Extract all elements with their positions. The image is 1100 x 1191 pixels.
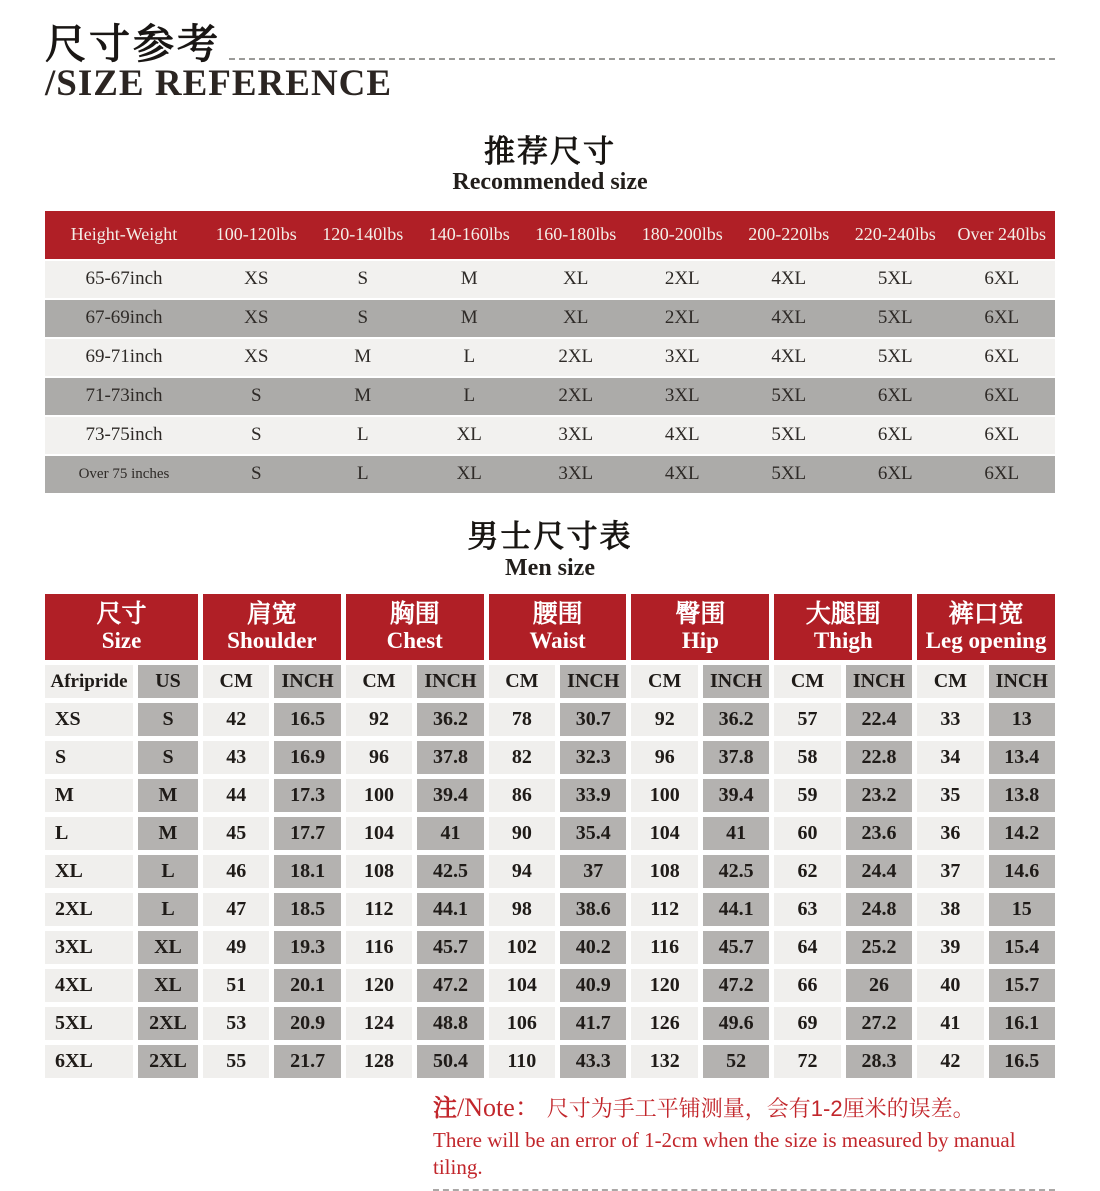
men-size-label: 2XL <box>45 893 133 926</box>
men-measure-cell: 23.2 <box>846 779 912 812</box>
size-cell: 2XL <box>664 268 700 290</box>
men-measure-cell: 96 <box>346 741 412 774</box>
size-cell: 3XL <box>664 346 700 368</box>
size-cell: M <box>460 307 478 329</box>
men-measure-cell: 49.6 <box>703 1007 769 1040</box>
recommended-column-header: 160-180lbs <box>535 224 617 245</box>
men-measure-cell: 30.7 <box>560 703 626 736</box>
height-weight-cell: Over 75 inches <box>78 465 170 482</box>
size-cell: 5XL <box>877 346 913 368</box>
size-cell: 4XL <box>771 307 807 329</box>
height-weight-cell: 67-69inch <box>85 307 163 329</box>
size-cell: 5XL <box>771 385 807 407</box>
size-cell: XS <box>244 307 269 329</box>
men-measure-cell: 16.1 <box>989 1007 1055 1040</box>
men-size-label: XS <box>45 703 133 736</box>
men-subheader-cell: INCH <box>417 665 483 698</box>
men-measure-cell: 126 <box>631 1007 697 1040</box>
men-measure-cell: 86 <box>489 779 555 812</box>
men-group-header <box>45 594 198 660</box>
men-measure-cell: 48.8 <box>417 1007 483 1040</box>
men-size-label: M <box>45 779 133 812</box>
men-measure-cell: 116 <box>631 931 697 964</box>
size-cell: M <box>354 385 372 407</box>
men-measure-cell: 102 <box>489 931 555 964</box>
men-measure-cell: S <box>138 703 198 736</box>
men-group-header-zh: 胸围 <box>389 599 440 628</box>
men-measure-cell: M <box>138 779 198 812</box>
men-measure-cell: 28.3 <box>846 1045 912 1078</box>
men-group-header-zh: 肩宽 <box>246 599 297 628</box>
size-cell: XS <box>244 346 269 368</box>
size-cell: L <box>463 346 476 368</box>
recommended-row <box>45 378 1055 415</box>
men-measure-cell: 20.9 <box>274 1007 340 1040</box>
men-group-header <box>774 594 912 660</box>
men-measure-cell: 47.2 <box>703 969 769 1002</box>
men-measure-cell: 46 <box>203 855 269 888</box>
men-measure-cell: 44.1 <box>703 893 769 926</box>
men-size-label: 6XL <box>45 1045 133 1078</box>
men-measure-cell: 40.2 <box>560 931 626 964</box>
men-measure-cell: 47 <box>203 893 269 926</box>
men-subheader-cell: INCH <box>560 665 626 698</box>
note-line-zh <box>433 1092 1055 1125</box>
size-cell: L <box>356 424 369 446</box>
men-measure-cell: M <box>138 817 198 850</box>
size-cell: 6XL <box>984 268 1020 290</box>
men-measure-cell: 55 <box>203 1045 269 1078</box>
men-measure-cell: 110 <box>489 1045 555 1078</box>
men-group-header-en: Hip <box>681 627 719 653</box>
men-group-header-en: Shoulder <box>227 627 317 653</box>
men-measure-cell: L <box>138 893 198 926</box>
men-measure-cell: 40 <box>917 969 983 1002</box>
recommended-row <box>45 300 1055 337</box>
men-measure-cell: 38 <box>917 893 983 926</box>
note-text-zh: 尺寸为手工平铺测量，会有1-2厘米的误差。 <box>546 1096 975 1122</box>
size-cell: XL <box>456 424 482 446</box>
men-measure-cell: 32.3 <box>560 741 626 774</box>
men-measure-cell: 27.2 <box>846 1007 912 1040</box>
men-measure-cell: 42 <box>917 1045 983 1078</box>
men-measure-cell: 15.4 <box>989 931 1055 964</box>
height-weight-cell: 71-73inch <box>85 385 163 407</box>
men-measure-cell: 24.4 <box>846 855 912 888</box>
recommended-size-section <box>45 134 1055 493</box>
note-prefix-en: /Note： <box>457 1093 541 1123</box>
men-size-table <box>45 594 1055 1078</box>
size-cell: L <box>356 463 369 485</box>
men-measure-cell: 60 <box>774 817 840 850</box>
men-measure-cell: 64 <box>774 931 840 964</box>
men-measure-cell: 41 <box>703 817 769 850</box>
men-measure-cell: 92 <box>346 703 412 736</box>
men-measure-cell: 42.5 <box>417 855 483 888</box>
men-measure-cell: 120 <box>631 969 697 1002</box>
recommended-column-header: Height-Weight <box>70 224 178 245</box>
men-measure-cell: 18.5 <box>274 893 340 926</box>
men-measure-cell: 94 <box>489 855 555 888</box>
men-measure-cell: 21.7 <box>274 1045 340 1078</box>
men-measure-cell: 104 <box>489 969 555 1002</box>
men-measure-cell: 42 <box>203 703 269 736</box>
men-measure-cell: 13.4 <box>989 741 1055 774</box>
men-subheader-cell: INCH <box>846 665 912 698</box>
men-measure-cell: 36.2 <box>417 703 483 736</box>
men-measure-cell: 78 <box>489 703 555 736</box>
size-cell: 6XL <box>877 463 913 485</box>
men-measure-cell: 128 <box>346 1045 412 1078</box>
men-group-header-zh: 尺寸 <box>96 599 147 628</box>
men-measure-cell: 132 <box>631 1045 697 1078</box>
recommended-row <box>45 456 1055 493</box>
note-text-en: There will be an error of 1-2cm when the size is measured by manual tiling. <box>433 1127 1016 1179</box>
men-measure-cell: 72 <box>774 1045 840 1078</box>
men-measure-cell: 108 <box>346 855 412 888</box>
men-measure-cell: 45 <box>203 817 269 850</box>
men-measure-cell: 112 <box>631 893 697 926</box>
men-measure-cell: 100 <box>631 779 697 812</box>
size-cell: M <box>460 268 478 290</box>
size-cell: S <box>250 463 262 485</box>
size-cell: M <box>354 346 372 368</box>
size-cell: S <box>250 424 262 446</box>
size-cell: 6XL <box>984 385 1020 407</box>
men-measure-cell: 37 <box>917 855 983 888</box>
size-cell: S <box>357 268 369 290</box>
recommended-row <box>45 261 1055 298</box>
men-measure-cell: 40.9 <box>560 969 626 1002</box>
men-measure-cell: 43.3 <box>560 1045 626 1078</box>
size-cell: 4XL <box>664 424 700 446</box>
size-cell: 6XL <box>984 346 1020 368</box>
size-cell: XL <box>456 463 482 485</box>
men-measure-cell: 108 <box>631 855 697 888</box>
men-measure-cell: 90 <box>489 817 555 850</box>
men-measure-cell: 14.6 <box>989 855 1055 888</box>
size-cell: S <box>357 307 369 329</box>
men-group-header-zh: 腰围 <box>532 599 583 628</box>
men-measure-cell: 69 <box>774 1007 840 1040</box>
men-measure-cell: 13.8 <box>989 779 1055 812</box>
men-measure-cell: 26 <box>846 969 912 1002</box>
men-measure-cell: 36.2 <box>703 703 769 736</box>
men-measure-cell: 37 <box>560 855 626 888</box>
recommended-column-header: 140-160lbs <box>428 224 510 245</box>
men-measure-cell: 24.8 <box>846 893 912 926</box>
men-measure-cell: 41.7 <box>560 1007 626 1040</box>
size-cell: 4XL <box>771 268 807 290</box>
size-cell: 3XL <box>558 463 594 485</box>
men-measure-cell: XL <box>138 969 198 1002</box>
men-measure-cell: 49 <box>203 931 269 964</box>
men-size-label: 3XL <box>45 931 133 964</box>
size-cell: 6XL <box>877 385 913 407</box>
men-measure-cell: 17.7 <box>274 817 340 850</box>
men-measure-cell: 100 <box>346 779 412 812</box>
recommended-column-header: 100-120lbs <box>215 224 297 245</box>
men-subheader-cell: CM <box>774 665 840 698</box>
men-measure-cell: 37.8 <box>417 741 483 774</box>
men-measure-cell: 39.4 <box>703 779 769 812</box>
men-measure-cell: XL <box>138 931 198 964</box>
height-weight-cell: 73-75inch <box>85 424 163 446</box>
men-subheader-cell: INCH <box>703 665 769 698</box>
height-weight-cell: 65-67inch <box>85 268 163 290</box>
men-measure-cell: 18.1 <box>274 855 340 888</box>
men-subheader-cell: INCH <box>989 665 1055 698</box>
men-size-label: L <box>45 817 133 850</box>
men-subheader-cell: CM <box>917 665 983 698</box>
men-measure-cell: 44 <box>203 779 269 812</box>
size-cell: 6XL <box>984 307 1020 329</box>
men-measure-cell: 15 <box>989 893 1055 926</box>
men-measure-cell: 2XL <box>138 1007 198 1040</box>
men-measure-cell: 25.2 <box>846 931 912 964</box>
men-group-header <box>203 594 341 660</box>
men-group-header-zh: 裤口宽 <box>948 599 1024 628</box>
men-group-header-en: Leg opening <box>925 627 1047 653</box>
men-subheader-cell: US <box>138 665 198 698</box>
men-measure-cell: 104 <box>631 817 697 850</box>
men-measure-cell: 43 <box>203 741 269 774</box>
size-cell: 5XL <box>877 307 913 329</box>
men-measure-cell: 33.9 <box>560 779 626 812</box>
men-measure-cell: 16.5 <box>989 1045 1055 1078</box>
men-group-header-en: Chest <box>386 627 443 653</box>
recommended-row <box>45 417 1055 454</box>
size-cell: 4XL <box>664 463 700 485</box>
men-subheader-cell: INCH <box>274 665 340 698</box>
men-measure-cell: 19.3 <box>274 931 340 964</box>
men-measure-cell: 66 <box>774 969 840 1002</box>
size-cell: 2XL <box>664 307 700 329</box>
men-heading-en: Men size <box>505 554 595 581</box>
size-cell: 2XL <box>558 346 594 368</box>
recommended-heading-zh: 推荐尺寸 <box>484 133 616 169</box>
men-measure-cell: 16.9 <box>274 741 340 774</box>
men-measure-cell: 57 <box>774 703 840 736</box>
men-measure-cell: 34 <box>917 741 983 774</box>
size-cell: L <box>463 385 476 407</box>
men-measure-cell: S <box>138 741 198 774</box>
size-cell: 5XL <box>771 463 807 485</box>
men-group-header <box>346 594 484 660</box>
men-measure-cell: 63 <box>774 893 840 926</box>
men-group-header-en: Waist <box>529 627 586 653</box>
men-group-header <box>917 594 1055 660</box>
recommended-size-table <box>45 211 1055 493</box>
men-measure-cell: 41 <box>917 1007 983 1040</box>
recommended-heading-en: Recommended size <box>452 169 648 196</box>
title-dashed-line <box>229 58 1055 60</box>
men-measure-cell: 96 <box>631 741 697 774</box>
men-measure-cell: 33 <box>917 703 983 736</box>
recommended-column-header: 120-140lbs <box>322 224 404 245</box>
men-measure-cell: 45.7 <box>703 931 769 964</box>
men-measure-cell: 116 <box>346 931 412 964</box>
men-measure-cell: 20.1 <box>274 969 340 1002</box>
size-cell: 2XL <box>558 385 594 407</box>
men-measure-cell: 14.2 <box>989 817 1055 850</box>
men-measure-cell: 120 <box>346 969 412 1002</box>
men-measure-cell: 98 <box>489 893 555 926</box>
size-cell: 4XL <box>771 346 807 368</box>
men-subheader-cell: CM <box>346 665 412 698</box>
men-measure-cell: 37.8 <box>703 741 769 774</box>
men-measure-cell: 52 <box>703 1045 769 1078</box>
page-title-zh: 尺寸参考 <box>45 21 221 67</box>
note-prefix-zh: 注 <box>433 1095 457 1123</box>
men-measure-cell: 82 <box>489 741 555 774</box>
men-measure-cell: 59 <box>774 779 840 812</box>
men-group-header <box>489 594 627 660</box>
size-cell: XL <box>563 307 589 329</box>
note <box>433 1092 1055 1191</box>
men-subheader-cell: CM <box>489 665 555 698</box>
size-cell: 3XL <box>664 385 700 407</box>
men-measure-cell: 44.1 <box>417 893 483 926</box>
men-measure-cell: 17.3 <box>274 779 340 812</box>
men-measure-cell: 112 <box>346 893 412 926</box>
men-group-header-zh: 大腿围 <box>805 599 881 628</box>
men-measure-cell: 2XL <box>138 1045 198 1078</box>
men-group-header-en: Thigh <box>813 627 873 653</box>
men-measure-cell: 58 <box>774 741 840 774</box>
men-size-label: 5XL <box>45 1007 133 1040</box>
men-measure-cell: 35.4 <box>560 817 626 850</box>
men-measure-cell: 22.8 <box>846 741 912 774</box>
size-cell: S <box>250 385 262 407</box>
size-cell: XS <box>244 268 269 290</box>
men-measure-cell: 51 <box>203 969 269 1002</box>
men-measure-cell: 36 <box>917 817 983 850</box>
men-measure-cell: 35 <box>917 779 983 812</box>
men-size-label: 4XL <box>45 969 133 1002</box>
men-measure-cell: 104 <box>346 817 412 850</box>
men-measure-cell: 22.4 <box>846 703 912 736</box>
men-measure-cell: L <box>138 855 198 888</box>
size-cell: 6XL <box>984 424 1020 446</box>
recommended-column-header: 200-220lbs <box>748 224 830 245</box>
men-measure-cell: 47.2 <box>417 969 483 1002</box>
men-subheader-cell: CM <box>203 665 269 698</box>
size-cell: 6XL <box>877 424 913 446</box>
men-measure-cell: 92 <box>631 703 697 736</box>
men-group-header <box>631 594 769 660</box>
size-cell: 5XL <box>877 268 913 290</box>
recommended-column-header: 220-240lbs <box>854 224 936 245</box>
men-size-section <box>45 519 1055 1078</box>
men-group-header-en: Size <box>101 627 142 653</box>
men-measure-cell: 15.7 <box>989 969 1055 1002</box>
men-measure-cell: 39.4 <box>417 779 483 812</box>
men-heading-zh: 男士尺寸表 <box>467 518 633 554</box>
page-header <box>45 21 1055 104</box>
men-measure-cell: 42.5 <box>703 855 769 888</box>
page-title-en: /SIZE REFERENCE <box>45 63 393 104</box>
men-subheader-cell: Afripride <box>45 665 133 698</box>
men-measure-cell: 38.6 <box>560 893 626 926</box>
men-measure-cell: 106 <box>489 1007 555 1040</box>
size-cell: XL <box>563 268 589 290</box>
men-measure-cell: 124 <box>346 1007 412 1040</box>
men-measure-cell: 53 <box>203 1007 269 1040</box>
recommended-row <box>45 339 1055 376</box>
men-measure-cell: 45.7 <box>417 931 483 964</box>
men-measure-cell: 16.5 <box>274 703 340 736</box>
men-measure-cell: 39 <box>917 931 983 964</box>
men-measure-cell: 50.4 <box>417 1045 483 1078</box>
men-subheader-cell: CM <box>631 665 697 698</box>
recommended-header-row <box>45 211 1055 259</box>
men-measure-cell: 23.6 <box>846 817 912 850</box>
size-cell: 5XL <box>771 424 807 446</box>
men-measure-cell: 13 <box>989 703 1055 736</box>
size-cell: 6XL <box>984 463 1020 485</box>
men-size-label: XL <box>45 855 133 888</box>
height-weight-cell: 69-71inch <box>85 346 163 368</box>
size-cell: 3XL <box>558 424 594 446</box>
recommended-column-header: Over 240lbs <box>957 224 1046 245</box>
men-group-header-zh: 臀围 <box>675 599 726 628</box>
men-measure-cell: 41 <box>417 817 483 850</box>
men-size-label: S <box>45 741 133 774</box>
men-measure-cell: 62 <box>774 855 840 888</box>
recommended-column-header: 180-200lbs <box>641 224 723 245</box>
